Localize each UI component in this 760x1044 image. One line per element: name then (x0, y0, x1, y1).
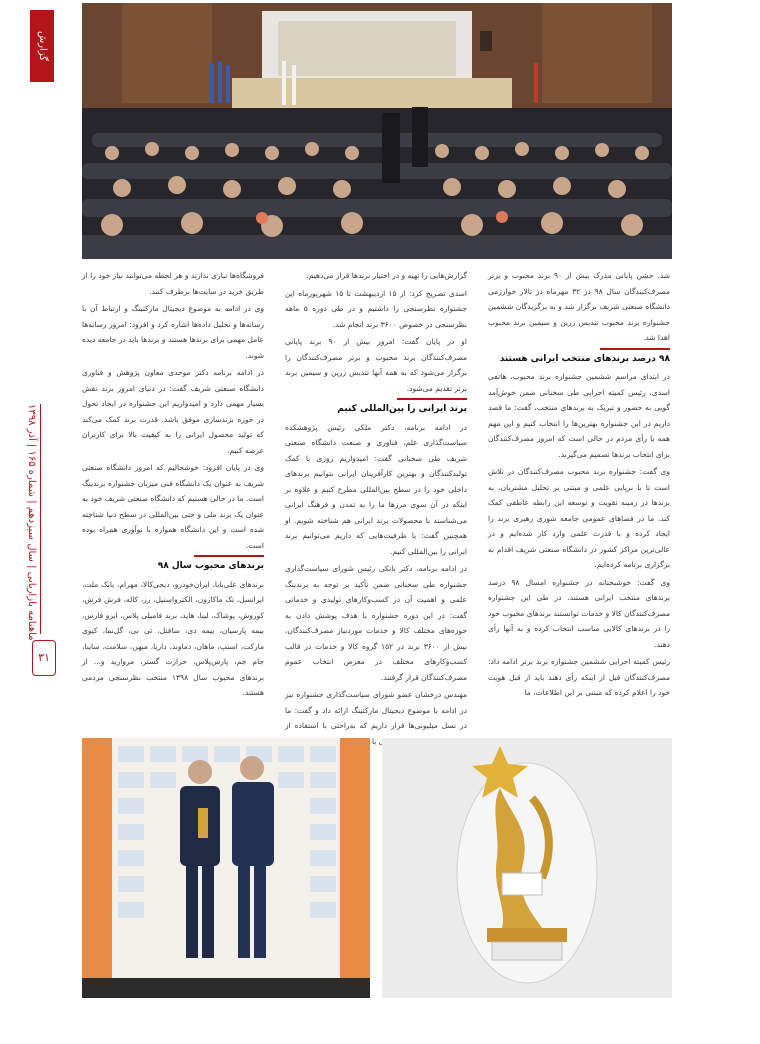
subheading: برندهای محبوب سال ۹۸ (157, 561, 264, 571)
text-column-middle (285, 268, 467, 746)
paragraph: وی گفت: جشنواره برند محبوب مصرف‌کنندگان در تلاش است تا با برپایی علمی و مبتنی بر تحلیل مشتریان، به برندها در زمینه تقویت و توسعه این رابطه عاطفی کمک کند. ما در فضاهای عمومی جامعه شوری رهبری برند را ایجاد کرده و با قدرت علمی وارد کار شده‌ایم و در عالی‌ترین مراکز کشور در دانشگاه صنعتی شریف اقدام به برگزاری برنامه کرده‌ایم. (488, 467, 670, 569)
paragraph: او در پایان گفت: امروز بیش از ۹۰ برند پایانی مصرف‌کنندگان برند محبوب و برتر مصرف‌کنندگان را برگزار می‌شود که به همه آنها تندیس زرین و سیمین برند برتر تقدیم می‌شود. (285, 337, 467, 393)
trophy-illustration (382, 738, 672, 998)
paragraph: وی گفت: خوشبختانه در جشنواره امسال ۹۸ درصد برندهای منتخب ایرانی هستند. در طی این جشنواره مصرف‌کنندگان کالا و خدمات توانستند برندهای محبوب خود را در برندهای کالایی مناسب انتخاب کرده و به آنها رأی دهند. (488, 577, 671, 649)
subheading: ۹۸ درصد برندهای منتخب ایرانی هستند (499, 353, 670, 364)
heading-rule (600, 348, 670, 350)
paragraph: مهندس درخشان عضو شورای سیاست‌گذاری جشنواره نیز در ادامه با موضوع دیجیتال مارکتینگ ارائه داد و گفت: ما در نسل میلیونی‌ها قرار داریم که به‌راحتی با استفاده از با (285, 690, 467, 746)
award-winners-photo (82, 738, 370, 998)
paragraph: در ابتدای مراسم ششمین جشنواره برند محبوب، هاتفی اسدی، رئیس کمیته اجرایی طی سخنانی ضمن خوش‌آمد گویی به حضور و تبریک به برندهای منتخب، گفت: ما قصد داریم در این جشنواره بهترین‌ها را انتخاب کنیم و این مهم همه با رأی مردم در حالی است که امروز مصرف‌کنندگان برای انتخاب برندها تصمیم می‌گیرند. (488, 372, 670, 459)
paragraph: در ادامه برنامه دکتر موحدی معاون پژوهش و فناوری دانشگاه صنعتی شریف گفت: در دنیای امروز برند نقش بسیار مهمی دارد و امیدواریم این جشنواره در ایجاد تحول در حوزه برندسازی موفق باشد. قدرت برند کمک می‌کند که تولید محصول ایرانی را به کیفیت بالا برای کاربران عرضه کنیم. (82, 368, 264, 455)
conference-hall-photo (82, 3, 672, 259)
text-column-right (488, 268, 670, 720)
text-column-left (82, 268, 264, 720)
paragraph: برندهای علی‌بابا، ایران‌خودرو، دیجی‌کالا، مهرام، بانک ملت، ایرانسل، تک ماکارون، الکترواستیل، رز، کاله، فرش فرش، کوروش، پوشاک، لینا، هاید، برند فامیلی پلاس، ایزو فارس، بیمه پارسیان، بیمه دی، سافتل، تی بی، گل‌نما، کیوی مارکت، اسنپ، ماهان، دماوند، داریا، میهن، سلامت، ساینا، جام جم، پارس‌پلاس، حرارت گستر، مروارید و... از برندهای محبوب سال ۱۳۹۸ منتخب نظرسنجی مردمی هستند. (82, 579, 264, 697)
heading-rule (194, 555, 264, 557)
side-rule (40, 404, 41, 634)
paragraph: شد. جشن پایانی مدرک بیش از ۹۰ برند محبوب و برتر مصرف‌کنندگان سال ۹۸ در ۳۲ مهرماه در تالار خوارزمی دانشگاه صنعتی شریف برگزار شد و به برگزیدگان ششمین جشنواره برند محبوب تندیس زرین و سیمین برند محبوب اهدا شد. (488, 271, 671, 342)
paragraph: در ادامه برنامه، دکتر بانکی رئیس شورای سیاست‌گذاری جشنواره طی سخنانی ضمن تأکید بر توجه به برندینگ علمی و اهمیت آن در کسب‌وکارهای تولیدی و خدماتی گفت: در این دوره جشنواره با هدف پوشش دادن به حوزه‌های مختلف کالا و خدمات موردنیاز مصرف‌کنندگان، بیش از ۳۶۰۰ برند در ۱۵۲ گروه کالا و خدمات در قالب کسب‌وکارهای مختلف در معرض انتخاب عموم مصرف‌کنندگان قرار گرفتند. (285, 564, 467, 682)
paragraph: اسدی تصریح کرد: از ۱۵ اردیبهشت تا ۱۵ شهریورماه این جشنواره نظرسنجی را داشتیم و در طی دوره ۵ ماهه نظرسنجی در خصوص ۳۶۰۰ برند انجام شد. (285, 288, 467, 329)
trophy-photo (382, 738, 672, 998)
paragraph: گزارش‌هایی را تهیه و در اختیار برندها قرار می‌دهیم. (306, 271, 467, 280)
award-winners-illustration (82, 738, 370, 998)
page-number: ۳۱ (32, 640, 56, 676)
section-tab (30, 10, 54, 82)
section-tab-label: گزارش (37, 30, 48, 62)
paragraph: وی در ادامه به موضوع دیجیتال مارکتینگ و ارتباط آن با رسانه‌ها و تحلیل داده‌ها اشاره کرد و افزود: امروز رسانه‌ها عامل مهمی برای برندها هستند و برندها باید در جامعه دیده شوند. (82, 304, 264, 360)
paragraph: وی در پایان افزود: خوشحالیم که امروز دانشگاه صنعتی شریف به عنوان یک دانشگاه فنی میزبان جشنواره برندینگ است. ما در حالی هستیم که دانشگاه صنعتی شریف خود به عنوان یک برند ملی و حتی بین‌المللی در سطح دنیا شناخته شده است و این دانشگاه همواره با نوآوری همراه بوده است. (82, 463, 264, 550)
subheading: برند ایرانی را بین‌المللی کنیم (337, 404, 467, 414)
heading-rule (397, 398, 467, 400)
paragraph: فروشگاه‌ها نیازی ندارند و هر لحظه می‌توانند نیاز خود را از طریق خرید در سایت‌ها برطرف کنند. (82, 271, 264, 296)
paragraph: رئیس کمیته اجرایی ششمین جشنواره برند برتر ادامه داد: مصرف‌کنندگان قبل از اینکه رأی دهند باید از قبل هویت خود را اعلام کرده که مبتنی بر این اطلاعات، ما (488, 657, 670, 697)
paragraph: در ادامه برنامه، دکتر ملکی رئیس پژوهشکده سیاست‌گذاری علم، فناوری و صنعت دانشگاه صنعتی شریف طی سخنانی گفت: امیدواریم روزی با کمک تولیدکنندگان و بهترین کارآفرینان ایرانی بتوانیم برندهای داخلی خود را در سطح بین‌المللی مطرح کنیم و علاوه بر اینکه در آن سوی مرزها ما را به تمدن و فرهنگ ایرانی می‌شناسند با محصولات برند ایرانی هم شناخته شویم. او همچنین گفت: با ظرفیت‌هایی که داریم می‌توانیم برند ایرانی را بین‌المللی کنیم. (285, 422, 467, 556)
conference-hall-illustration (82, 3, 672, 259)
running-header: ماهنامه بازاریابی | سال سیزدهم | شماره ۱۶۵ | آذر ۱۳۹۸ (26, 404, 37, 641)
